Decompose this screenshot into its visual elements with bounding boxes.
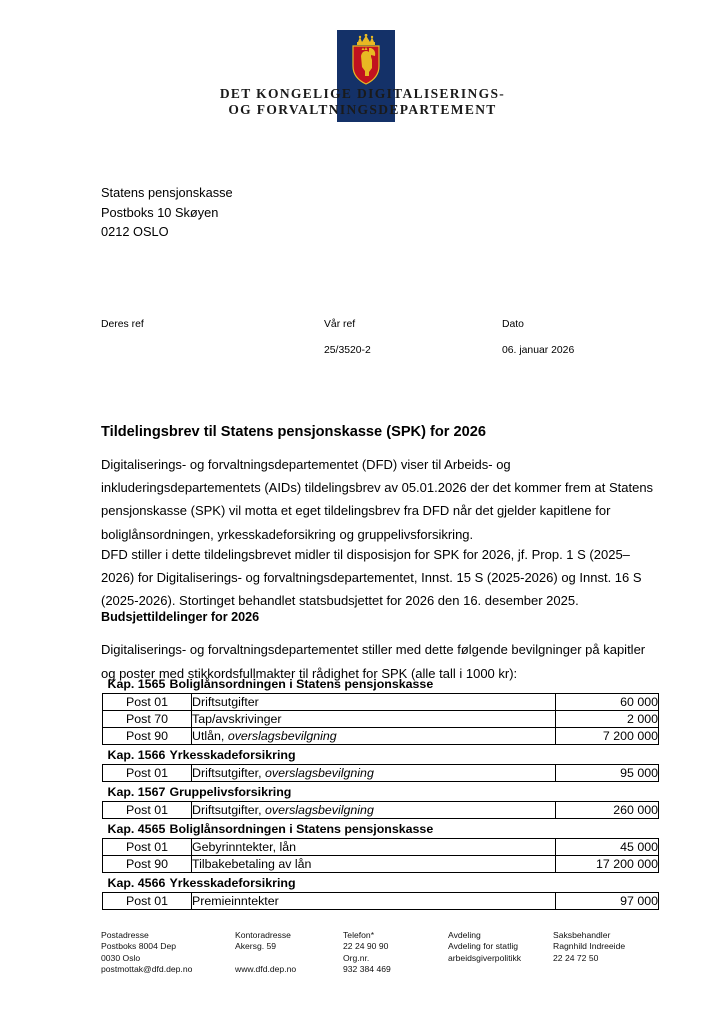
footer-c1-line3: 0030 Oslo <box>101 952 141 963</box>
footer-column-postadresse <box>101 930 192 976</box>
budget-post-description-emphasis: overslagsbevilgning <box>227 729 337 743</box>
footer-c5-label: Saksbehandler <box>553 930 611 940</box>
budget-post-number: Post 01 <box>103 694 192 711</box>
budget-post-amount: 97 000 <box>556 893 659 910</box>
budget-post-description: Premieinntekter <box>192 893 556 910</box>
footer-c3-line4: 932 384 469 <box>343 964 391 975</box>
budget-allocation-table <box>102 674 659 910</box>
budget-post-amount: 95 000 <box>556 765 659 782</box>
budget-post-row <box>103 711 659 728</box>
budget-post-number: Post 90 <box>103 856 192 873</box>
deres-ref-column <box>101 316 144 342</box>
budget-chapter-number: Kap. 4565 <box>107 822 166 836</box>
budget-post-row <box>103 694 659 711</box>
recipient-line-2: Postboks 10 Skøyen <box>101 204 219 220</box>
budget-chapter-cell <box>103 782 659 802</box>
paragraph-3: Digitaliserings- og forvaltningsdepartementet stiller med dette følgende bevilgninger på kapitler og poster med stikkordsfullmakter til rådighet for SPK (alle tall i 1000 kr): <box>101 642 646 681</box>
budget-post-row <box>103 802 659 819</box>
budget-post-description-emphasis: overslagsbevilgning <box>265 766 374 780</box>
paragraph-1: Digitaliserings- og forvaltningsdepartementet (DFD) viser til Arbeids- og inkluderingsdepartementets (AIDs) tildelingsbrev av 05.01.2026 der det kommer frem at Statens pensjonskasse (SPK) vil motta et eget tildelingsbrev fra DFD når det gjelder kapitlene for boliglånsordningen, yrkesskadeforsikring og gruppelivsforsikring. <box>101 457 654 542</box>
footer-c1-line2: Postboks 8004 Dep <box>101 941 177 952</box>
var-ref-label: Vår ref <box>324 319 356 330</box>
budget-chapter-row <box>103 745 659 765</box>
budget-chapter-number: Kap. 1565 <box>107 677 166 691</box>
budget-post-number: Post 70 <box>103 711 192 728</box>
recipient-line-3: 0212 OSLO <box>101 224 169 239</box>
budget-post-row <box>103 765 659 782</box>
budget-post-description: Tap/avskrivinger <box>192 711 556 728</box>
budget-post-row <box>103 856 659 873</box>
letterhead <box>0 0 725 140</box>
budget-post-description: Driftsutgifter <box>192 694 556 711</box>
footer-c2-line3 <box>235 953 296 964</box>
budget-chapter-cell <box>103 674 659 694</box>
footer-c4-line2: Avdeling for statlig <box>448 941 519 952</box>
paragraph-2: DFD stiller i dette tildelingsbrevet midler til disposisjon for SPK for 2026, jf. Prop. 1 S (2025–2026) for Digitaliserings- og forvaltningsdepartementet, Innst. 15 S (2025-2026) og Innst. 16 S (2025-2026). Stortinget behandlet statsbudsjettet for 2026 den 16. desember 2025. <box>101 547 642 609</box>
budget-chapter-number: Kap. 1567 <box>107 785 166 799</box>
budget-post-description: Tilbakebetaling av lån <box>192 856 556 873</box>
dato-column <box>502 316 574 360</box>
budget-post-row <box>103 893 659 910</box>
budget-post-row <box>103 839 659 856</box>
section-heading-budget: Budsjettildelinger for 2026 <box>101 610 260 624</box>
budget-chapter-title: Yrkesskadeforsikring <box>169 876 296 890</box>
footer-c3-line3: Org.nr. <box>343 952 370 963</box>
budget-chapter-row <box>103 873 659 893</box>
norwegian-coat-of-arms-icon <box>348 34 384 86</box>
department-name-line2: OG FORVALTNINGSDEPARTEMENT <box>228 102 497 117</box>
footer-column-kontoradresse <box>235 930 296 976</box>
footer-c2-line2: Akersg. 59 <box>235 941 277 952</box>
deres-ref-label: Deres ref <box>101 319 144 330</box>
budget-post-description: Driftsutgifter, overslagsbevilgning <box>192 765 556 782</box>
var-ref-value: 25/3520-2 <box>324 345 371 356</box>
budget-chapter-number: Kap. 4566 <box>107 876 166 890</box>
budget-chapter-cell <box>103 873 659 893</box>
footer-c2-label: Kontoradresse <box>235 930 291 940</box>
budget-post-amount: 17 200 000 <box>556 856 659 873</box>
footer-c4-label: Avdeling <box>448 930 481 940</box>
budget-post-amount: 45 000 <box>556 839 659 856</box>
budget-chapter-title: Boliglånsordningen i Statens pensjonskasse <box>169 822 434 836</box>
footer-c3-label: Telefon* <box>343 930 375 940</box>
budget-post-number: Post 01 <box>103 839 192 856</box>
budget-post-description: Driftsutgifter, overslagsbevilgning <box>192 802 556 819</box>
document-title: Tildelingsbrev til Statens pensjonskasse (SPK) for 2026 <box>101 423 486 440</box>
dato-label: Dato <box>502 319 524 330</box>
var-ref-column <box>324 316 371 360</box>
footer-c2-line4: www.dfd.dep.no <box>235 964 297 975</box>
budget-post-number: Post 01 <box>103 893 192 910</box>
footer-column-telefon <box>343 930 391 976</box>
budget-chapter-row <box>103 782 659 802</box>
budget-post-number: Post 01 <box>103 802 192 819</box>
budget-chapter-cell <box>103 819 659 839</box>
footer-c3-line2: 22 24 90 90 <box>343 941 389 952</box>
footer-c5-line2: Ragnhild Indreeide <box>553 941 626 952</box>
budget-post-row <box>103 728 659 745</box>
footer-c1-label: Postadresse <box>101 930 149 940</box>
budget-post-amount: 7 200 000 <box>556 728 659 745</box>
budget-chapter-title: Gruppelivsforsikring <box>169 785 292 799</box>
dato-value: 06. januar 2026 <box>502 345 575 356</box>
budget-post-amount: 60 000 <box>556 694 659 711</box>
recipient-line-1: Statens pensjonskasse <box>101 185 233 200</box>
budget-chapter-cell <box>103 745 659 765</box>
footer-column-avdeling <box>448 930 521 964</box>
budget-post-amount: 2 000 <box>556 711 659 728</box>
budget-post-amount: 260 000 <box>556 802 659 819</box>
footer-c5-line3: 22 24 72 50 <box>553 952 599 963</box>
department-name-line1: DET KONGELIGE DIGITALISERINGS- <box>219 86 506 101</box>
department-name <box>0 86 725 118</box>
budget-chapter-title: Yrkesskadeforsikring <box>169 748 296 762</box>
budget-post-description: Gebyrinntekter, lån <box>192 839 556 856</box>
budget-chapter-number: Kap. 1566 <box>107 748 166 762</box>
budget-table-body <box>103 674 659 910</box>
budget-chapter-row <box>103 674 659 694</box>
footer-c4-line3: arbeidsgiverpolitikk <box>448 952 522 963</box>
budget-post-number: Post 01 <box>103 765 192 782</box>
footer-c1-line4: postmottak@dfd.dep.no <box>101 964 193 975</box>
budget-post-number: Post 90 <box>103 728 192 745</box>
footer-column-saksbehandler <box>553 930 625 964</box>
recipient-address <box>101 183 233 242</box>
budget-chapter-row <box>103 819 659 839</box>
budget-post-description-emphasis: overslagsbevilgning <box>265 803 374 817</box>
budget-chapter-title: Boliglånsordningen i Statens pensjonskasse <box>169 677 434 691</box>
budget-post-description: Utlån, overslagsbevilgning <box>192 728 556 745</box>
